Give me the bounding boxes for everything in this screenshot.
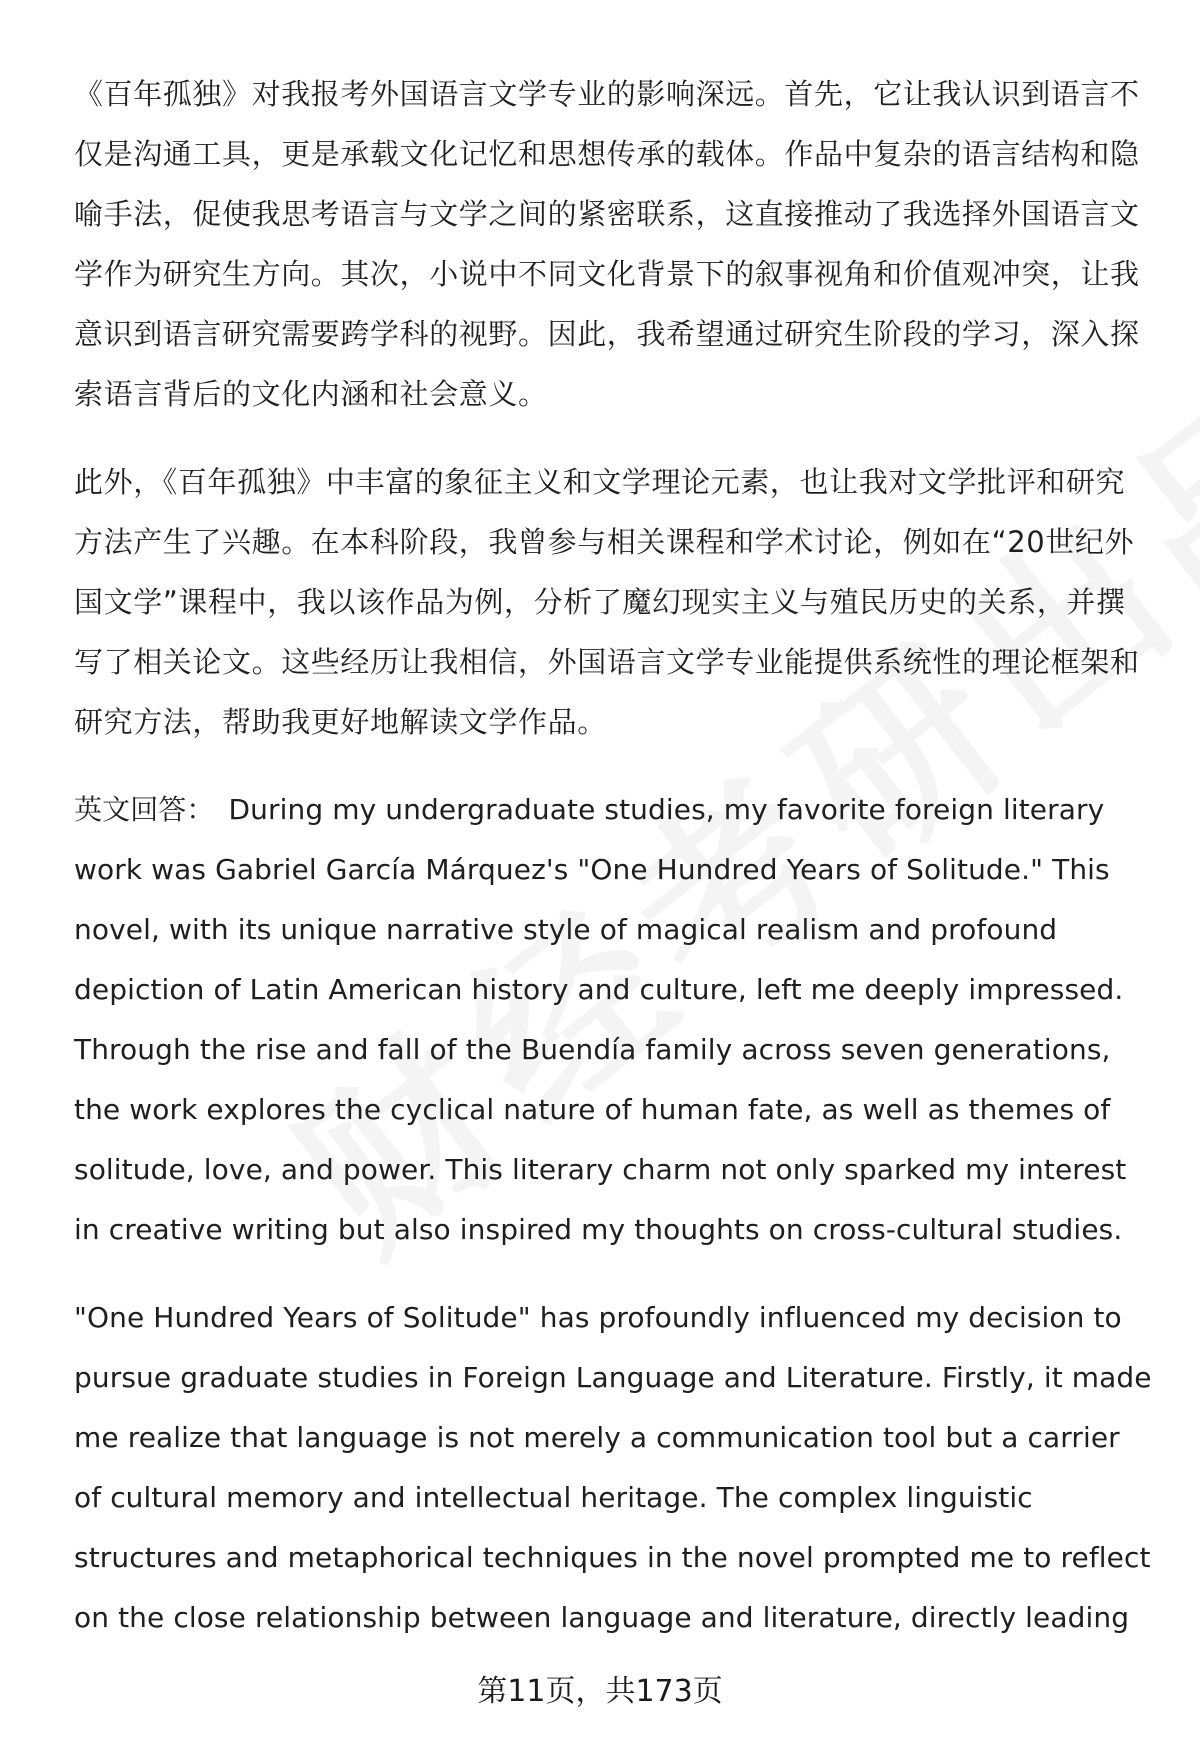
page-footer: 第11页，共173页 — [477, 1674, 723, 1709]
paragraph-en-1-text: During my undergraduate studies, my favorite foreign literary work was Gabriel García Márquez's "One Hundred Years of Solitude." This novel, with its unique narrative style of magical realism and profound depiction of Latin American history and culture, left me deeply impressed. Through the rise and fall of the Buendía family across seven generations, the work explores the cyclical nature of human fate, as well as themes of solitude, love, and power. This literary charm not only sparked my interest in creative writing but also inspired my thoughts on cross-cultural studies. — [74, 793, 1127, 1246]
document-body — [74, 64, 1154, 1676]
paragraph-en-1 — [74, 780, 1154, 1260]
paragraph-en-2: "One Hundred Years of Solitude" has profoundly influenced my decision to pursue graduate studies in Foreign Language and Literature. Firstly, it made me realize that language is not merely a communication tool but a carrier of cultural memory and intellectual heritage. The complex linguistic structures and metaphorical techniques in the novel prompted me to reflect on the close relationship between language and literature, directly leading — [74, 1301, 1152, 1634]
paragraph-cn-1: 《百年孤独》对我报考外国语言文学专业的影响深远。首先，它让我认识到语言不仅是沟通工具，更是承载文化记忆和思想传承的载体。作品中复杂的语言结构和隐喻手法，促使我思考语言与文学之间的紧密联系，这直接推动了我选择外国语言文学作为研究生方向。其次，小说中不同文化背景下的叙事视角和价值观冲突，让我意识到语言研究需要跨学科的视野。因此，我希望通过研究生阶段的学习，深入探索语言背后的文化内涵和社会意义。 — [74, 77, 1140, 411]
english-answer-label: 英文回答： — [74, 793, 215, 826]
paragraph-cn-2: 此外，《百年孤独》中丰富的象征主义和文学理论元素，也让我对文学批评和研究方法产生了兴趣。在本科阶段，我曾参与相关课程和学术讨论，例如在“20世纪外国文学”课程中，我以该作品为例，分析了魔幻现实主义与殖民历史的关系，并撰写了相关论文。这些经历让我相信，外国语言文学专业能提供系统性的理论框架和研究方法，帮助我更好地解读文学作品。 — [74, 465, 1140, 739]
